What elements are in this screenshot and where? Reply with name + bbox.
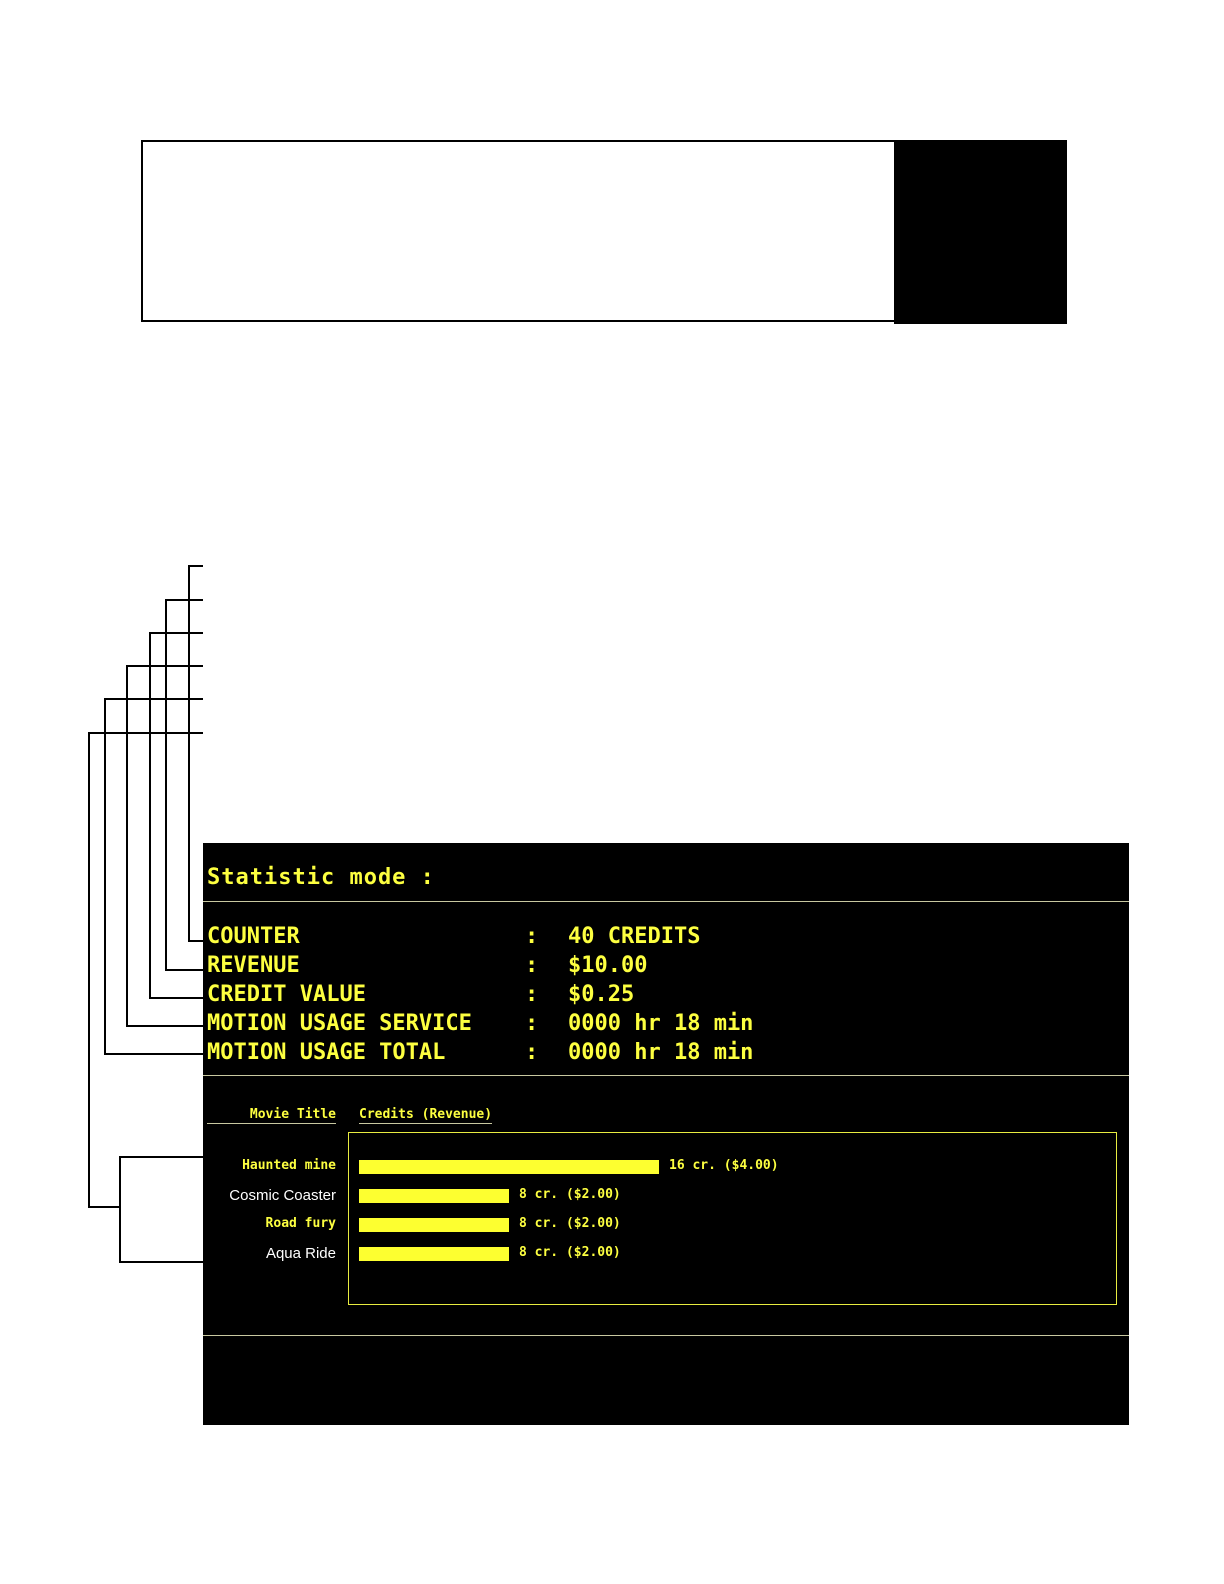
stat-row-motion-usage-service [207, 1009, 1107, 1038]
stat-label: COUNTER [207, 924, 300, 949]
credits-value-label: 8 cr. ($2.00) [519, 1216, 621, 1231]
stats-list [207, 922, 1107, 1067]
stat-label: CREDIT VALUE [207, 982, 366, 1007]
credits-bar [359, 1247, 509, 1261]
statistic-screen [203, 843, 1129, 1425]
callout-line-revenue [166, 600, 206, 970]
header-box [141, 140, 1067, 322]
callout-line-motion-service [127, 666, 206, 1026]
stat-row-motion-usage-total [207, 1038, 1107, 1067]
callout-line-movie-chart [89, 733, 203, 1207]
stat-value: $0.25 [568, 982, 635, 1007]
stat-value: 0000 hr 18 min [568, 1040, 754, 1065]
divider-top [203, 901, 1129, 902]
stat-value: 0000 hr 18 min [568, 1011, 754, 1036]
stat-colon: : [525, 1011, 539, 1036]
stat-colon: : [525, 953, 539, 978]
stat-colon: : [525, 924, 539, 949]
stat-row-counter [207, 922, 1107, 951]
stat-label: REVENUE [207, 953, 300, 978]
column-header-movie-title: Movie Title [207, 1107, 336, 1124]
credits-value-label: 8 cr. ($2.00) [519, 1245, 621, 1260]
column-header-credits: Credits (Revenue) [359, 1107, 493, 1122]
stat-label: MOTION USAGE TOTAL [207, 1040, 446, 1065]
credits-value-label: 16 cr. ($4.00) [669, 1158, 779, 1173]
stat-colon: : [525, 982, 539, 1007]
divider-middle [203, 1075, 1129, 1076]
movie-label: Haunted mine [242, 1158, 336, 1173]
stat-colon: : [525, 1040, 539, 1065]
stat-row-credit-value [207, 980, 1107, 1009]
stat-value: $10.00 [568, 953, 648, 978]
credits-bar [359, 1160, 659, 1174]
movie-label: Road fury [265, 1216, 336, 1231]
callout-line-credit-value [150, 633, 206, 998]
credits-bar [359, 1218, 509, 1232]
callout-line-motion-total [105, 699, 206, 1054]
header-black-block [894, 140, 1067, 324]
credits-bar [359, 1189, 509, 1203]
credits-value-label: 8 cr. ($2.00) [519, 1187, 621, 1202]
stat-row-revenue [207, 951, 1107, 980]
statistic-mode-title: Statistic mode : [207, 865, 435, 890]
movie-label: Cosmic Coaster [229, 1187, 336, 1204]
movie-label: Aqua Ride [265, 1245, 336, 1262]
stat-value: 40 CREDITS [568, 924, 701, 949]
callout-bracket-movie-chart [120, 1157, 203, 1262]
divider-bottom [203, 1335, 1129, 1336]
stat-label: MOTION USAGE SERVICE [207, 1011, 472, 1036]
